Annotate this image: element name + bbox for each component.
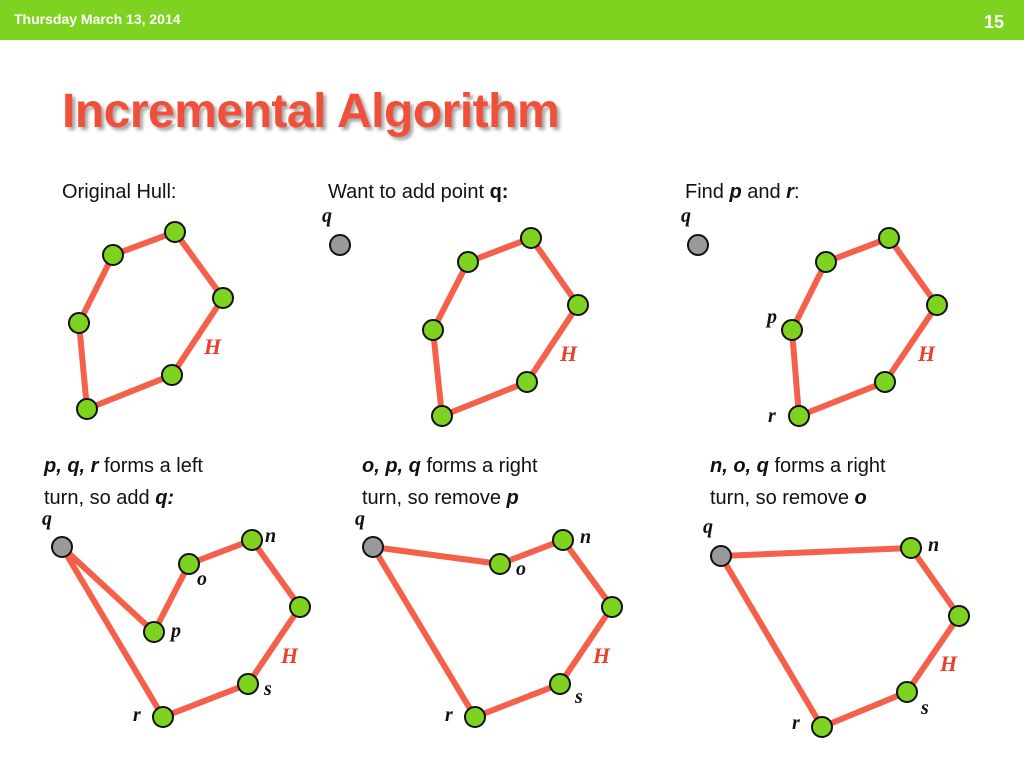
hull-label-h: H [281,643,299,668]
hull-vertex [816,252,836,272]
label-r: r [792,712,800,734]
point-q [711,546,731,566]
caption-original-hull: Original Hull: [62,181,177,203]
caption-add-point: Want to add point q: [328,181,509,203]
hull-vertex [949,606,969,626]
hull-edges [433,238,578,416]
label-q: q [322,205,332,227]
label-p: p [171,620,181,642]
label-o: o [197,568,207,590]
slide-date: Thursday March 13, 2014 [14,11,181,27]
hull-vertex [517,372,537,392]
label-n: n [580,526,592,548]
hull-label-h: H [940,651,958,676]
vertex-r [789,406,809,426]
label-s: s [921,697,929,719]
page-number: 15 [983,12,1004,32]
hull-vertex [103,245,123,265]
point-q [688,235,708,255]
vertex-r [153,707,173,727]
hull-vertex [521,228,541,248]
hull-vertex [69,313,89,333]
label-p: p [767,306,777,328]
label-s: s [575,686,583,708]
hull-vertex [568,295,588,315]
hull-edges [79,232,223,409]
panel-find-p-r [681,205,947,427]
caption-left-turn: p, q, r forms a left turn, so add q: [44,455,203,509]
vertex-p [782,320,802,340]
hull-vertex [875,372,895,392]
label-s: s [264,678,272,700]
vertex-r [465,707,485,727]
hull-vertex [162,365,182,385]
vertex-s [238,674,258,694]
hull-vertex [77,399,97,419]
caption-find-p-r: Find p and r: [685,181,800,203]
point-q [330,235,350,255]
point-q [52,537,72,557]
vertex-p [144,622,164,642]
vertex-r [812,717,832,737]
label-n: n [928,534,940,556]
panel-add-q [42,508,310,727]
label-n: n [265,525,277,547]
vertex-s [550,674,570,694]
vertex-n [242,530,262,550]
vertex-s [897,682,917,702]
label-r: r [133,704,141,726]
panel-remove-p [355,508,622,727]
hull-vertex [290,597,310,617]
vertex-n [901,538,921,558]
label-q: q [703,516,713,538]
label-o: o [516,558,526,580]
point-q [363,537,383,557]
hull-label-h: H [204,334,222,359]
hull-vertex [602,597,622,617]
hull-label-h: H [560,341,578,366]
hull-vertex [879,228,899,248]
hull-vertex [423,320,443,340]
hull-edges [792,238,937,416]
hull-vertex [432,406,452,426]
hull-label-h: H [918,341,936,366]
label-q: q [681,205,691,227]
vertex-o [490,554,510,574]
hull-vertex [927,295,947,315]
hull-label-h: H [593,643,611,668]
label-q: q [42,508,52,530]
vertex-n [553,530,573,550]
panel-add-point [322,205,588,426]
panel-original-hull [69,222,233,419]
panel-remove-o [703,516,969,737]
hull-vertex [213,288,233,308]
label-q: q [355,508,365,530]
label-r: r [768,405,776,427]
hull-vertex [165,222,185,242]
caption-right-turn-remove-p: o, p, q forms a right turn, so remove p [362,455,538,509]
caption-right-turn-remove-o: n, o, q forms a right turn, so remove o [710,455,886,509]
hull-vertex [458,252,478,272]
slide-title: Incremental Algorithm [62,85,560,138]
label-r: r [445,704,453,726]
vertex-o [179,554,199,574]
